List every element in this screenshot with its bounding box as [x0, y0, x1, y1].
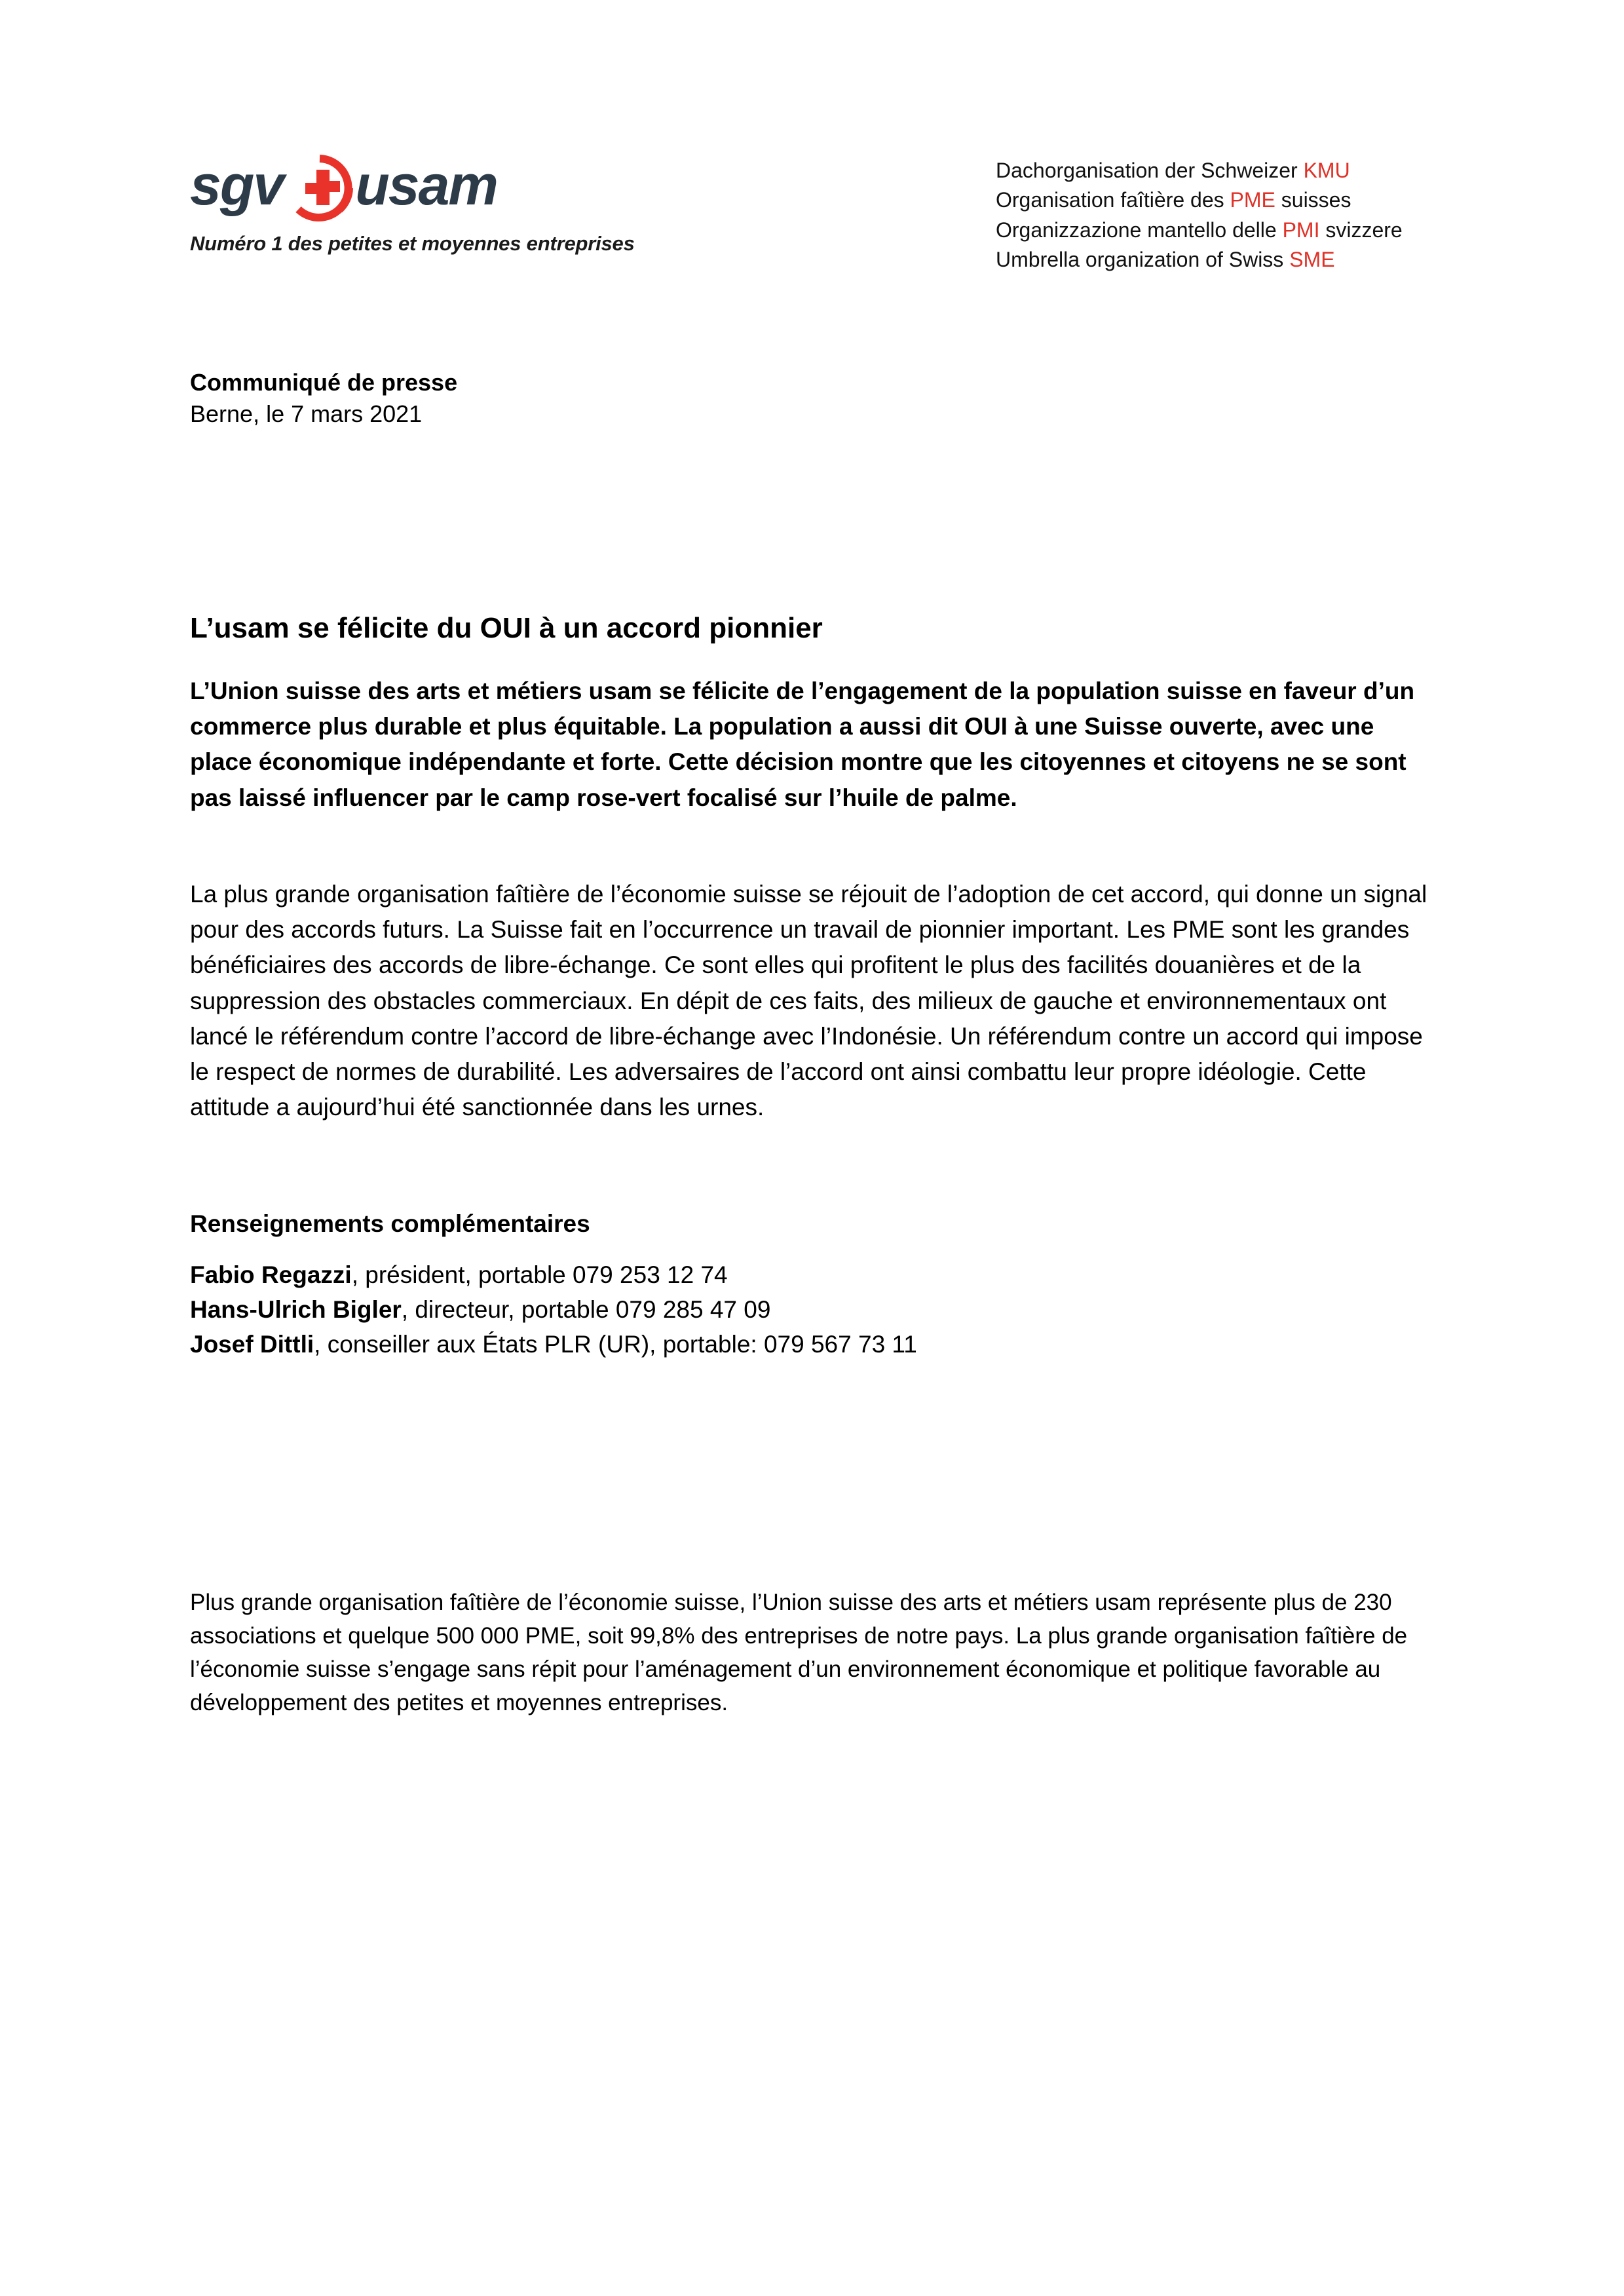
lead-paragraph: L’Union suisse des arts et métiers usam se félicite de l’engagement de la population suisse en faveur d’un commerce plus durable et plus équitable. La population a aussi dit OUI à une Suisse ouverte, avec une place économique indépendante et forte. Cette décision montre que les citoyennes et citoyens ne se sont pas laissé influencer par le camp rose-vert focalisé sur l’huile de palme. — [190, 678, 1415, 811]
organization-descriptor-lines — [996, 156, 1403, 275]
page-title: L’usam se félicite du OUI à un accord pionnier — [190, 612, 823, 644]
logo-text-sgv: sgv — [190, 154, 284, 217]
org-line-it-highlight: PMI — [1282, 218, 1320, 242]
press-release-kicker: Communiqué de presse — [190, 369, 458, 396]
org-line-fr-text: Organisation faîtière des — [996, 188, 1230, 212]
list-item — [190, 1258, 1438, 1293]
logo-wordmark — [190, 149, 609, 221]
document-footer — [0, 2060, 1624, 2296]
org-line-fr-highlight: PME — [1230, 188, 1275, 212]
boilerplate-paragraph: Plus grande organisation faîtière de l’économie suisse, l’Union suisse des arts et métiers usam représente plus de 230 associations et quelque 500 000 PME, soit 99,8% des entreprises de notre pays. La plus grande organisation faîtière de l’économie suisse s’engage sans répit pour l’aménagement d’un environnement économique et politique favorable au développement des petites et moyennes entreprises. — [190, 1590, 1408, 1716]
logo-block — [190, 149, 635, 256]
org-line-fr — [996, 185, 1403, 215]
org-line-en-highlight: SME — [1289, 248, 1335, 272]
contact-name: Hans-Ulrich Bigler — [190, 1295, 402, 1323]
contacts-list — [190, 1258, 1438, 1362]
contact-details: , président, portable 079 253 12 74 — [351, 1261, 728, 1288]
list-item — [190, 1328, 1438, 1362]
contact-details: , directeur, portable 079 285 47 09 — [401, 1295, 771, 1323]
org-line-it-text: Organizzazione mantello delle — [996, 218, 1283, 242]
sgv-usam-swiss-cross-circle-logo-icon — [286, 154, 354, 222]
logo-text-usam: usam — [355, 154, 497, 217]
org-line-fr-after: suisses — [1275, 188, 1351, 212]
org-line-de — [996, 156, 1403, 185]
contact-name: Josef Dittli — [190, 1330, 314, 1358]
press-release-date: Berne, le 7 mars 2021 — [190, 400, 423, 427]
body-paragraph: La plus grande organisation faîtière de l’économie suisse se réjouit de l’adoption de cet accord, qui donne un signal pour des accords futurs. La Suisse fait en l’occurrence un travail de pionnier important. Les PME sont les grandes bénéficiaires des accords de libre-échange. Ce sont elles qui profitent le plus des facilités douanières et de la suppression des obstacles commerciaux. En dépit de ces faits, des milieux de gauche et environnementaux ont lancé le référendum contre l’accord de libre-échange avec l’Indonésie. Un référendum contre un accord qui impose le respect de normes de durabilité. Les adversaires de l’accord ont ainsi combattu leur propre idéologie. Cette attitude a aujourd’hui été sanctionnée dans les urnes. — [190, 881, 1427, 1121]
contacts-heading: Renseignements complémentaires — [190, 1210, 590, 1237]
contact-details: , conseiller aux États PLR (UR), portable: 079 567 73 11 — [314, 1330, 917, 1358]
org-line-it — [996, 216, 1403, 245]
contact-name: Fabio Regazzi — [190, 1261, 352, 1288]
org-line-en — [996, 245, 1403, 275]
document-header — [0, 149, 1624, 280]
document-body — [190, 367, 1438, 1716]
org-line-de-highlight: KMU — [1303, 159, 1350, 182]
list-item — [190, 1293, 1438, 1328]
org-line-de-text: Dachorganisation der Schweizer — [996, 159, 1304, 182]
logo-tagline: Numéro 1 des petites et moyennes entreprises — [190, 232, 635, 255]
org-line-it-after: svizzere — [1319, 218, 1403, 242]
org-line-en-text: Umbrella organization of Swiss — [996, 248, 1290, 272]
